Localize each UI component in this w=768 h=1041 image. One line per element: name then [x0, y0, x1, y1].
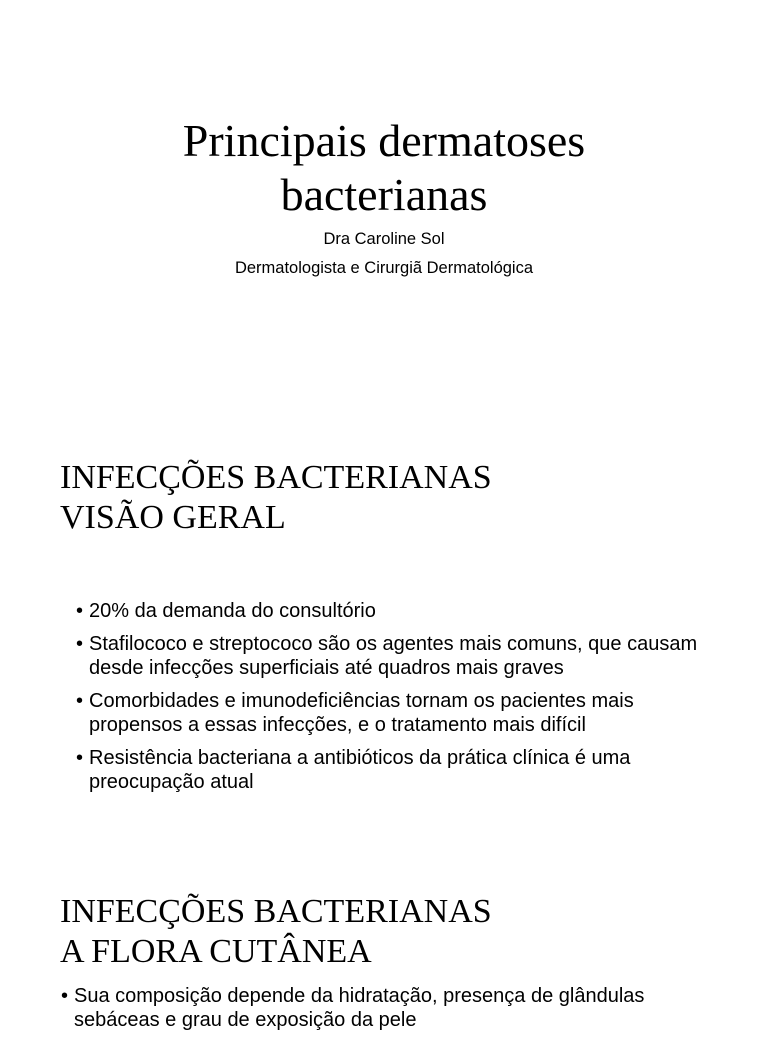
bullet-text: Resistência bacteriana a antibióticos da prática clínica é uma preocupação atual [89, 747, 631, 793]
bullet-icon: • [76, 600, 84, 622]
bullet-text: Comorbidades e imunodeficiências tornam os pacientes mais propensos a essas infecções, e o tratamento mais difícil [89, 690, 634, 736]
bullet-icon: • [76, 747, 84, 769]
section-title-flora [60, 892, 760, 972]
section-title-line-1: INFECÇÕES BACTERIANAS [60, 893, 492, 930]
list-item [61, 984, 701, 1032]
bullet-text: 20% da demanda do consultório [89, 600, 376, 622]
bullet-list-overview [76, 599, 716, 803]
bullet-list-flora [61, 984, 701, 1041]
author-name: Dra Caroline Sol [323, 230, 445, 248]
list-item [76, 599, 716, 623]
list-item [76, 632, 716, 680]
bullet-icon: • [76, 633, 84, 655]
slide-title [0, 114, 768, 222]
slide-title-line-1: Principais dermatoses [182, 115, 586, 166]
slide-title-line-2: bacterianas [280, 169, 488, 220]
section-title-line-2: A FLORA CUTÂNEA [60, 933, 372, 970]
bullet-text: Stafilococo e streptococo são os agentes mais comuns, que causam desde infecções superficiais até quadros mais graves [89, 633, 698, 679]
section-title-line-2: VISÃO GERAL [60, 499, 286, 536]
list-item [76, 689, 716, 737]
section-title-overview [60, 458, 760, 538]
bullet-text: Sua composição depende da hidratação, presença de glândulas sebáceas e grau de exposição da pele [74, 985, 645, 1031]
bullet-icon: • [61, 985, 69, 1007]
author-role: Dermatologista e Cirurgiã Dermatológica [234, 259, 534, 277]
section-title-line-1: INFECÇÕES BACTERIANAS [60, 459, 492, 496]
list-item [76, 746, 716, 794]
bullet-icon: • [76, 690, 84, 712]
